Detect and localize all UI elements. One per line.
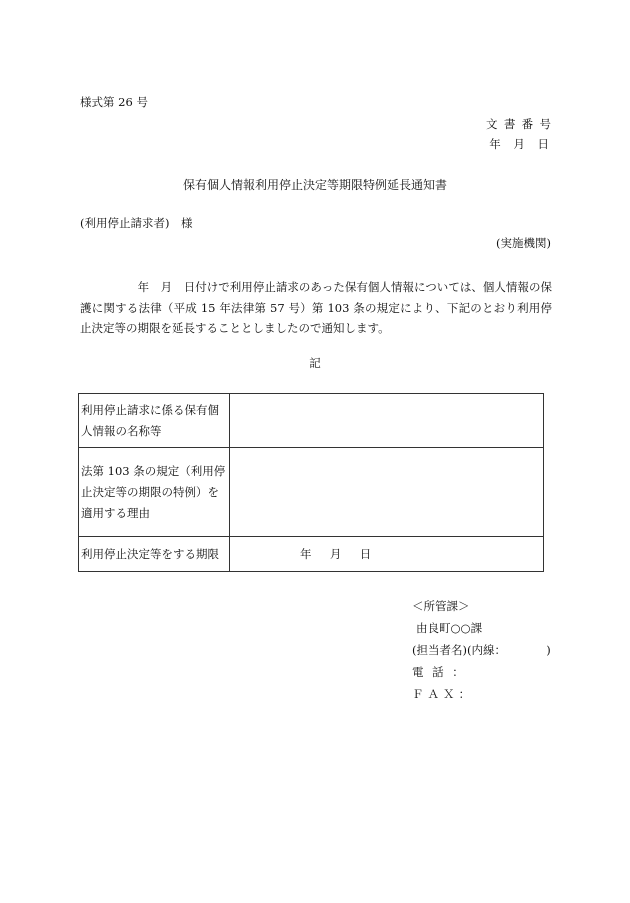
document-title: 保有個人情報利用停止決定等期限特例延長通知書 — [182, 178, 447, 192]
deadline-value: 年月日 — [230, 537, 544, 572]
extension-reason-label: 法第 103 条の規定（利用停止決定等の期限の特例）を適用する理由 — [79, 448, 230, 537]
office-contact-person: (担当者名)(内線： ) — [412, 643, 551, 657]
document-number: 文書番号 — [486, 117, 558, 131]
recipient: (利用停止請求者) 様 — [80, 216, 193, 230]
table-row — [79, 394, 544, 448]
table-row — [79, 537, 544, 572]
office-fax: ＦＡＸ： — [412, 687, 475, 701]
office-department: 由良町○○課 — [416, 621, 483, 635]
info-table — [78, 393, 544, 572]
office-section-label: ＜所管課＞ — [412, 599, 470, 613]
form-number: 様式第 26 号 — [80, 95, 148, 109]
info-name-value — [230, 394, 544, 448]
table-row — [79, 448, 544, 537]
office-contact — [412, 595, 551, 705]
office-phone: 電話： — [412, 665, 473, 679]
deadline-label: 利用停止決定等をする期限 — [79, 537, 230, 572]
document-date: 年月日 — [489, 137, 562, 151]
info-name-label: 利用停止請求に係る保有個人情報の名称等 — [79, 394, 230, 448]
extension-reason-value — [230, 448, 544, 537]
issuing-agency: (実施機関) — [496, 236, 551, 250]
ki-heading: 記 — [309, 356, 321, 370]
notice-body: 年 月 日付けで利用停止請求のあった保有個人情報については、個人情報の保護に関する法律（平成 15 年法律第 57 号）第 103 条の規定により、下記のとおり利用停止決定等の期限を延長することとしましたので通知します。 — [80, 280, 552, 335]
